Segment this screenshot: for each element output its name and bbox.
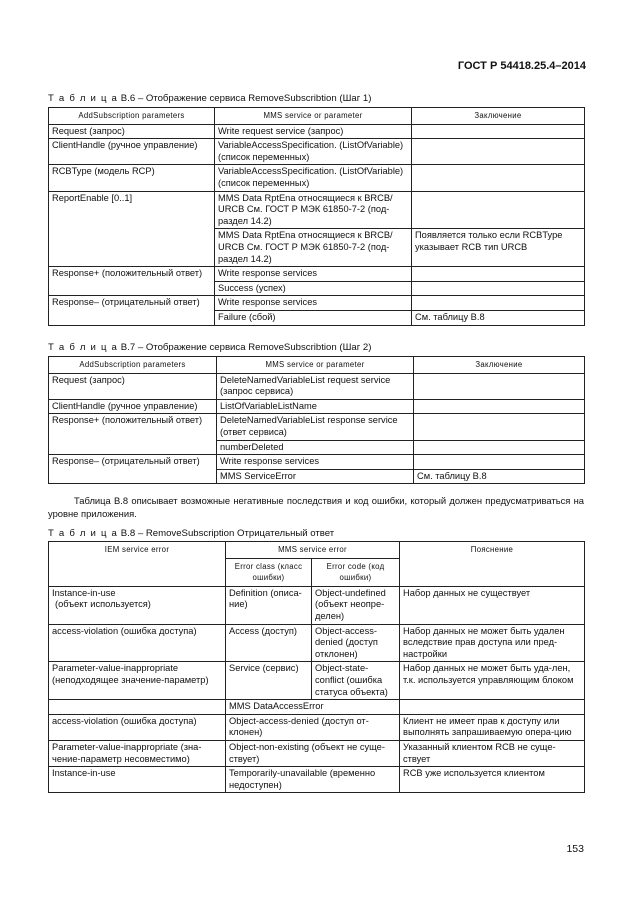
table-header-row bbox=[49, 357, 585, 374]
table-b8-caption-text: В.8 – RemoveSubscription Отрицательный ответ bbox=[120, 528, 335, 539]
header-cell: Error class (класс ошибки) bbox=[226, 558, 312, 586]
header-cell: AddSubscription parameters bbox=[49, 108, 215, 125]
table-b8 bbox=[48, 541, 585, 793]
table-cell: Service (сервис) bbox=[226, 662, 312, 700]
table-cell: Response– (отрицательный ответ) bbox=[49, 296, 215, 325]
table-row bbox=[49, 373, 585, 399]
table-cell bbox=[412, 191, 585, 229]
table-header-row bbox=[49, 108, 585, 125]
table-row bbox=[49, 700, 585, 715]
table-cell bbox=[414, 414, 585, 440]
table-cell: Набор данных не может быть удален вследствие прав доступа или пред-настройки bbox=[400, 624, 585, 662]
table-row bbox=[49, 124, 585, 139]
table-cell: MMS Data RptEna относящиеся к BRCB/ URCB См. ГОСТ Р МЭК 61850-7-2 (под-раздел 14.2) bbox=[215, 191, 412, 229]
table-row bbox=[49, 767, 585, 793]
table-cell: ListOfVariableListName bbox=[217, 399, 414, 414]
header-cell: Error code (код ошибки) bbox=[312, 558, 400, 586]
table-cell: Success (успех) bbox=[215, 281, 412, 296]
table-b6-caption-prefix: Т а б л и ц а bbox=[48, 93, 119, 104]
table-cell bbox=[49, 586, 226, 624]
table-row bbox=[49, 191, 585, 229]
table-b7-caption bbox=[48, 342, 371, 353]
table-cell: Клиент не имеет прав к доступу или выполнять запрашиваемую опера-цию bbox=[400, 714, 585, 740]
table-cell: ClientHandle (ручное управление) bbox=[49, 399, 217, 414]
cell-line: Instance-in-use bbox=[52, 587, 116, 598]
table-b8-caption bbox=[48, 528, 334, 539]
table-cell: Instance-in-use bbox=[49, 767, 226, 793]
table-cell bbox=[412, 139, 585, 165]
header-cell: Заключение bbox=[412, 108, 585, 125]
table-cell: Указанный клиентом RCB не суще-ствует bbox=[400, 740, 585, 766]
table-cell: Object-access-denied (доступ отклонен) bbox=[312, 624, 400, 662]
table-row bbox=[49, 662, 585, 700]
header-cell: MMS service or parameter bbox=[215, 108, 412, 125]
table-b7-caption-text: В.7 – Отображение сервиса RemoveSubscribtion (Шаг 2) bbox=[120, 342, 372, 353]
table-cell: VariableAccessSpecification. (ListOfVariable) (список переменных) bbox=[215, 165, 412, 191]
table-cell: MMS ServiceError bbox=[217, 469, 414, 484]
table-cell: RCB уже используется клиентом bbox=[400, 767, 585, 793]
table-cell bbox=[414, 399, 585, 414]
table-cell bbox=[414, 440, 585, 455]
table-b7-caption-prefix: Т а б л и ц а bbox=[48, 342, 119, 353]
table-b6-caption bbox=[48, 93, 371, 104]
header-cell: IEM service error bbox=[49, 542, 226, 587]
standard-number: ГОСТ Р 54418.25.4–2014 bbox=[457, 60, 586, 72]
header-cell: AddSubscription parameters bbox=[49, 357, 217, 374]
table-cell: Набор данных не может быть уда-лен, т.к. используется управляющим блоком bbox=[400, 662, 585, 700]
table-cell: Write response services bbox=[215, 296, 412, 311]
table-cell: Request (запрос) bbox=[49, 124, 215, 139]
table-cell: Response– (отрицательный ответ) bbox=[49, 455, 217, 484]
table-row bbox=[49, 414, 585, 440]
header-cell: MMS service error bbox=[226, 542, 400, 559]
table-cell: Parameter-value-inappropriate (неподходящее значение-параметр) bbox=[49, 662, 226, 700]
table-row bbox=[49, 455, 585, 470]
table-cell: Response+ (положительный ответ) bbox=[49, 267, 215, 296]
table-b6 bbox=[48, 107, 585, 326]
table-b8-caption-prefix: Т а б л и ц а bbox=[48, 528, 119, 539]
page-number: 153 bbox=[566, 843, 584, 855]
table-cell: Object-state-conflict (ошибка статуса объекта) bbox=[312, 662, 400, 700]
table-row bbox=[49, 740, 585, 766]
table-cell: access-violation (ошибка доступа) bbox=[49, 624, 226, 662]
description-paragraph: Таблица В.8 описывает возможные негативные последствия и код ошибки, который должен предусматриваться на уровне приложения. bbox=[48, 495, 584, 519]
table-cell bbox=[412, 124, 585, 139]
table-cell: MMS Data RptEna относящиеся к BRCB/ URCB См. ГОСТ Р МЭК 61850-7-2 (под-раздел 14.2) bbox=[215, 229, 412, 267]
table-row bbox=[49, 586, 585, 624]
table-cell: numberDeleted bbox=[217, 440, 414, 455]
table-row bbox=[49, 624, 585, 662]
table-row bbox=[49, 399, 585, 414]
table-b7 bbox=[48, 356, 585, 484]
table-row bbox=[49, 296, 585, 311]
table-cell: Object-access-denied (доступ от-клонен) bbox=[226, 714, 400, 740]
table-cell: ClientHandle (ручное управление) bbox=[49, 139, 215, 165]
table-cell bbox=[414, 373, 585, 399]
table-cell bbox=[412, 296, 585, 311]
table-cell bbox=[414, 455, 585, 470]
table-header-row bbox=[49, 542, 585, 559]
header-cell: Пояснение bbox=[400, 542, 585, 587]
table-cell: Request (запрос) bbox=[49, 373, 217, 399]
header-cell: MMS service or parameter bbox=[217, 357, 414, 374]
table-cell: Write request service (запрос) bbox=[215, 124, 412, 139]
table-cell bbox=[412, 281, 585, 296]
table-cell: Temporarily-unavailable (временно недоступен) bbox=[226, 767, 400, 793]
table-cell bbox=[400, 700, 585, 715]
table-cell: DeleteNamedVariableList request service (запрос сервиса) bbox=[217, 373, 414, 399]
table-cell bbox=[412, 165, 585, 191]
table-cell: Набор данных не существует bbox=[400, 586, 585, 624]
table-cell: Write response services bbox=[217, 455, 414, 470]
table-cell: VariableAccessSpecification. (ListOfVariable) (список переменных) bbox=[215, 139, 412, 165]
table-cell: См. таблицу В.8 bbox=[414, 469, 585, 484]
table-cell: См. таблицу В.8 bbox=[412, 310, 585, 325]
table-cell: Failure (сбой) bbox=[215, 310, 412, 325]
table-cell: Definition (описа-ние) bbox=[226, 586, 312, 624]
table-row bbox=[49, 267, 585, 282]
table-cell bbox=[412, 267, 585, 282]
table-cell: MMS DataAccessError bbox=[226, 700, 400, 715]
cell-line: (объект используется) bbox=[55, 599, 151, 610]
table-cell: Object-non-existing (объект не суще-ствует) bbox=[226, 740, 400, 766]
table-cell: Parameter-value-inappropriate (зна-чение-параметр несовместимо) bbox=[49, 740, 226, 766]
table-cell: Появляется только если RCBType указывает RCB тип URCB bbox=[412, 229, 585, 267]
table-b6-caption-text: В.6 – Отображение сервиса RemoveSubscribtion (Шаг 1) bbox=[120, 93, 372, 104]
table-row bbox=[49, 139, 585, 165]
table-cell bbox=[49, 700, 226, 715]
table-cell: RCBType (модель RCP) bbox=[49, 165, 215, 191]
table-cell: Object-undefined (объект неопре-делен) bbox=[312, 586, 400, 624]
table-cell: ReportEnable [0..1] bbox=[49, 191, 215, 267]
table-cell: Write response services bbox=[215, 267, 412, 282]
table-cell: access-violation (ошибка доступа) bbox=[49, 714, 226, 740]
table-row bbox=[49, 165, 585, 191]
table-cell: Access (доступ) bbox=[226, 624, 312, 662]
header-cell: Заключение bbox=[414, 357, 585, 374]
table-cell: Response+ (положительный ответ) bbox=[49, 414, 217, 455]
table-cell: DeleteNamedVariableList response service (ответ сервиса) bbox=[217, 414, 414, 440]
table-row bbox=[49, 714, 585, 740]
